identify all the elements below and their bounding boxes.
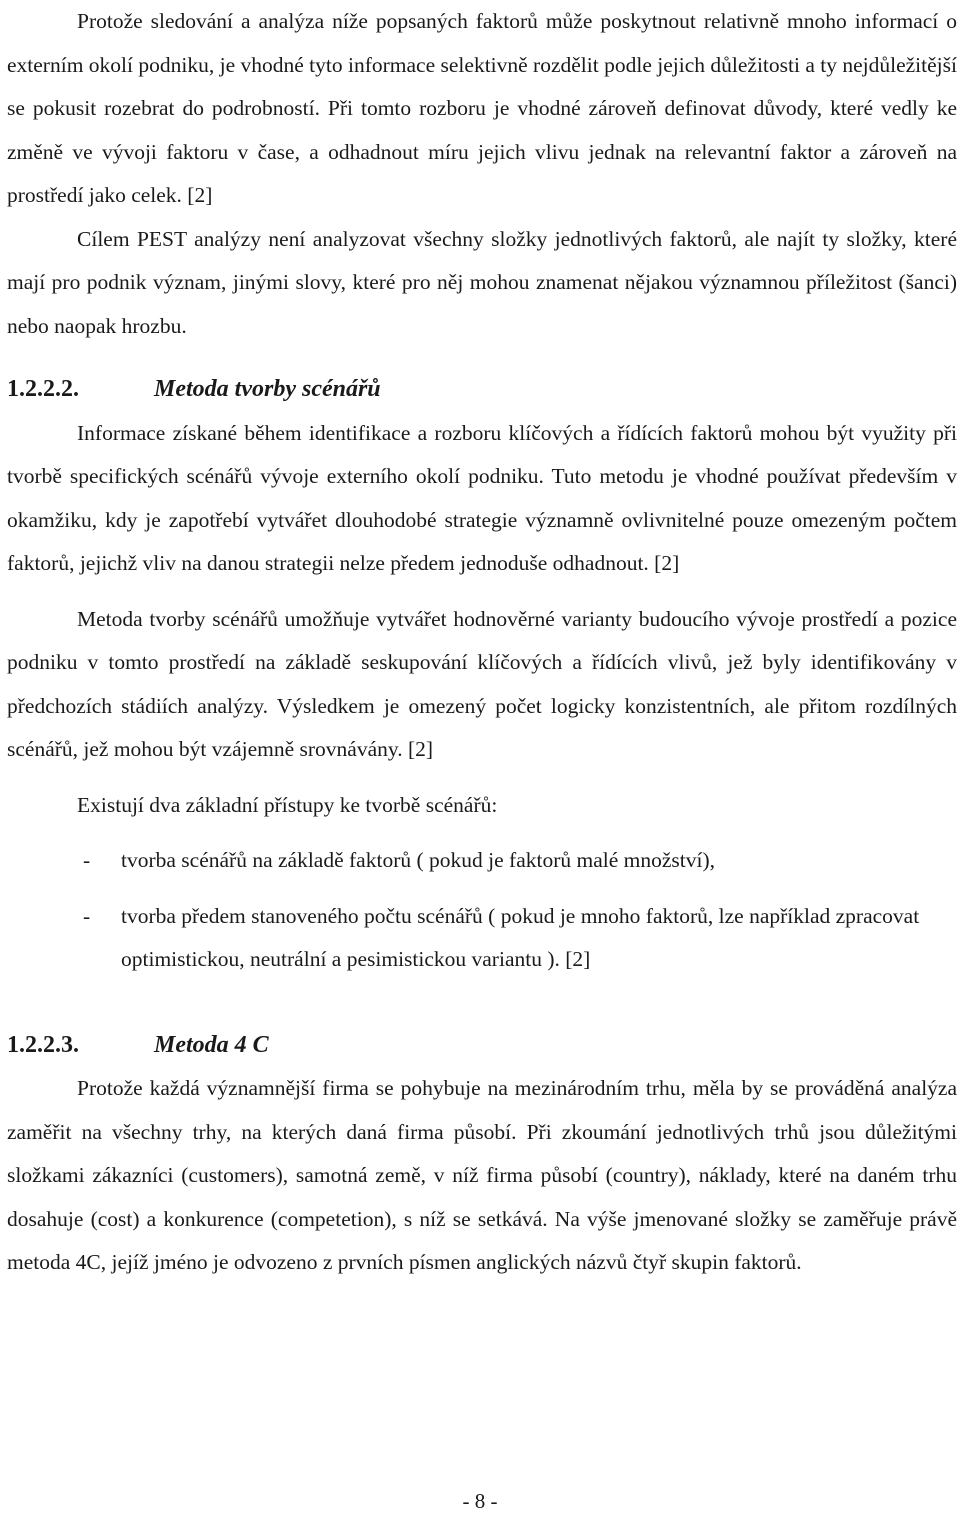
paragraph-pest-intro: Protože sledování a analýza níže popsaných faktorů může poskytnout relativně mnoho informací o externím okolí podniku, je vhodné tyto informace selektivně rozdělit podle jejich důležitosti a ty nejdůležitější se pokusit rozebrat do podrobností. Při tomto rozboru je vhodné zároveň definovat důvody, které vedly ke změně ve vývoji faktoru v čase, a odhadnout míru jejich vlivu jednak na relevantní faktor a zároveň na prostředí jako celek. [2]	[7, 9, 957, 207]
list-item-text: tvorba scénářů na základě faktorů ( pokud je faktorů malé množství),	[121, 848, 716, 872]
section-heading-4c	[7, 1024, 957, 1068]
section-number: 1.2.2.2.	[7, 376, 79, 402]
paragraph-4c-method: Protože každá významnější firma se pohybuje na mezinárodním trhu, měla by se prováděná analýza zaměřit na všechny trhy, na kterých daná firma působí. Při zkoumání jednotlivých trhů jsou důležitými složkami zákazníci (customers), samotná země, v níž firma působí (country), náklady, které na daném trhu dosahuje (cost) a konkurence (competetion), s níž se setkává. Na výše jmenované složky se zaměřuje právě metoda 4C, jejíž jméno je odvozeno z prvních písmen anglických názvů čtyř skupin faktorů.	[7, 1076, 957, 1274]
bullet-dash: -	[83, 903, 91, 928]
section-title: Metoda 4 C	[154, 1031, 269, 1058]
paragraph-pest-goal: Cílem PEST analýzy není analyzovat všechny složky jednotlivých faktorů, ale najít ty složky, které mají pro podnik význam, jinými slovy, které pro něj mohou znamenat nějakou významnou příležitost (šanci) nebo naopak hrozbu.	[7, 226, 957, 338]
document-page	[7, 0, 957, 1285]
section-title: Metoda tvorby scénářů	[154, 376, 381, 402]
section-number: 1.2.2.3.	[7, 1031, 79, 1058]
list-item-text: tvorba předem stanoveného počtu scénářů ( pokud je mnoho faktorů, lze například zpracovat optimistickou, neutrální a pesimistickou variantu ). [2]	[121, 903, 920, 971]
paragraph-scenarios-method: Metoda tvorby scénářů umožňuje vytvářet hodnověrné varianty budoucího vývoje prostředí a pozice podniku v tomto prostředí na základě seskupování klíčových a řídících vlivů, jež byly identifikovány v předchozích stádiích analýzy. Výsledkem je omezený počet logicky konzistentních, ale přitom rozdílných scénářů, jež mohou být vzájemně srovnávány. [2]	[7, 606, 957, 761]
list-item	[7, 895, 957, 982]
section-heading-scenarios	[7, 368, 957, 412]
bullet-dash: -	[83, 848, 91, 872]
paragraph-scenarios-info: Informace získané během identifikace a rozboru klíčových a řídících faktorů mohou být využity při tvorbě specifických scénářů vývoje externího okolí podniku. Tuto metodu je vhodné používat především v okamžiku, kdy je zapotřebí vytvářet dlouhodobé strategie významně ovlivnitelné pouze omezeným počtem faktorů, jejichž vliv na danou strategii nelze předem jednoduše odhadnout. [2]	[7, 420, 957, 575]
page-number: - 8 -	[462, 1489, 498, 1513]
paragraph-scenarios-approaches: Existují dva základní přístupy ke tvorbě scénářů:	[77, 792, 498, 817]
list-item	[7, 839, 957, 883]
